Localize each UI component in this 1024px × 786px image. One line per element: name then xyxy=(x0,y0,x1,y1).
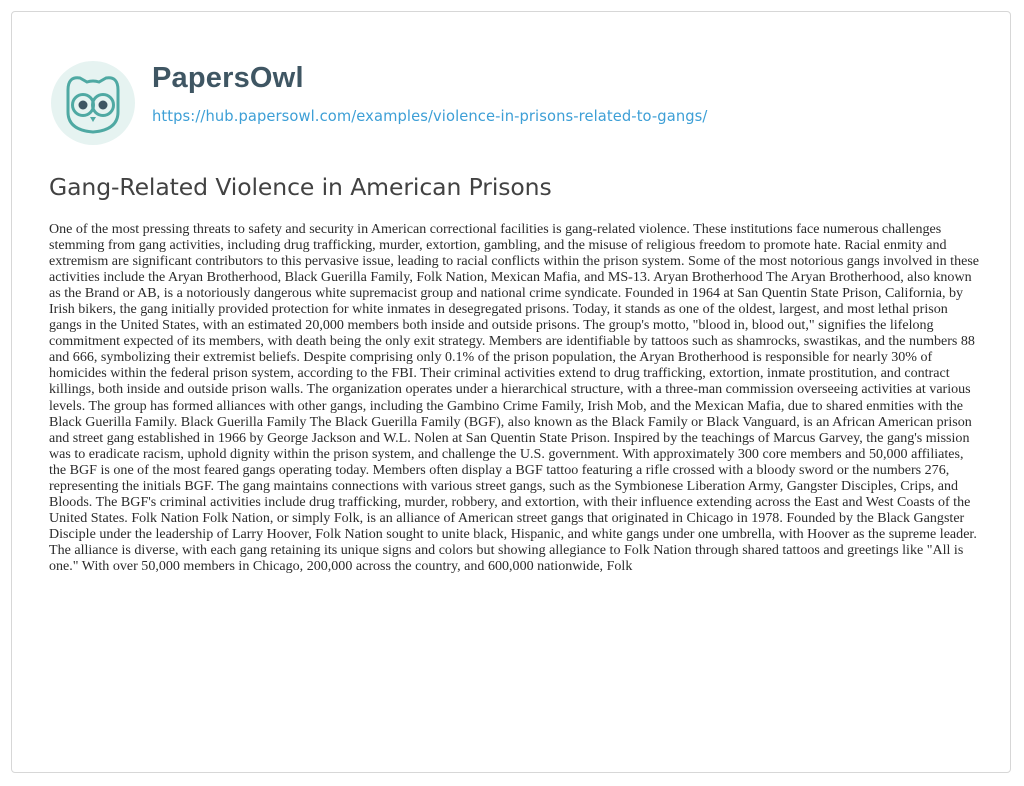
document-body: One of the most pressing threats to safety and security in American correctional facilities is gang-related violence. These institutions face numerous challenges stemming from gang activities, including drug trafficking, murder, extortion, gambling, and the misuse of religious freedom to promote hate. Racial enmity and extremism are significant contributors to this pervasive issue, leading to racial conflicts within the prison system. Some of the most notorious gangs involved in these activities include the Aryan Brotherhood, Black Guerilla Family, Folk Nation, Mexican Mafia, and MS-13. Aryan Brotherhood The Aryan Brotherhood, also known as the Brand or AB, is a notoriously dangerous white supremacist group and national crime syndicate. Founded in 1964 at San Quentin State Prison, California, by Irish bikers, the gang initially provided protection for white inmates in desegregated prisons. Today, it stands as one of the oldest, largest, and most lethal prison gangs in the United States, with an estimated 20,000 members both inside and outside prisons. The group's motto, "blood in, blood out," signifies the lifelong commitment expected of its members, with death being the only exit strategy. Members are identifiable by tattoos such as shamrocks, swastikas, and the numbers 88 and 666, symbolizing their extremist beliefs. Despite comprising only 0.1% of the prison population, the Aryan Brotherhood is responsible for nearly 30% of homicides within the federal prison system, according to the FBI. Their criminal activities extend to drug trafficking, extortion, inmate prostitution, and contract killings, both inside and outside prison walls. The organization operates under a hierarchical structure, with a three-man commission overseeing activities at various levels. The group has formed alliances with other gangs, including the Gambino Crime Family, Irish Mob, and the Mexican Mafia, due to shared enmities with the Black Guerilla Family. Black Guerilla Family The Black Guerilla Family (BGF), also known as the Black Family or Black Vanguard, is an African American prison and street gang established in 1966 by George Jackson and W.L. Nolen at San Quentin State Prison. Inspired by the teachings of Marcus Garvey, the gang's mission was to eradicate racism, uphold dignity within the prison system, and challenge the U.S. government. With approximately 300 core members and 50,000 affiliates, the BGF is one of the most feared gangs operating today. Members often display a BGF tattoo featuring a rifle crossed with a bloody sword or the numbers 276, representing the initials BGF. The gang maintains connections with various street gangs, such as the Symbionese Liberation Army, Gangster Disciples, Crips, and Bloods. The BGF's criminal activities include drug trafficking, murder, robbery, and extortion, with their influence extending across the East and West Coasts of the United States. Folk Nation Folk Nation, or simply Folk, is an alliance of American street gangs that originated in Chicago in 1978. Founded by the Black Gangster Disciple under the leadership of Larry Hoover, Folk Nation sought to unite black, Hispanic, and white gangs under one umbrella, with Hoover as the supreme leader. The alliance is diverse, with each gang retaining its unique signs and colors but showing allegiance to Folk Nation through shared tattoos and greetings like "All is one." With over 50,000 members in Chicago, 200,000 across the country, and 600,000 nationwide, Folk xyxy=(49,221,980,574)
brand-name: PapersOwl xyxy=(152,62,304,94)
owl-eyes-icon xyxy=(50,60,136,146)
document-title: Gang-Related Violence in American Prisons xyxy=(49,173,552,201)
header xyxy=(50,58,970,148)
source-url-link[interactable]: https://hub.papersowl.com/examples/violence-in-prisons-related-to-gangs/ xyxy=(152,108,708,125)
